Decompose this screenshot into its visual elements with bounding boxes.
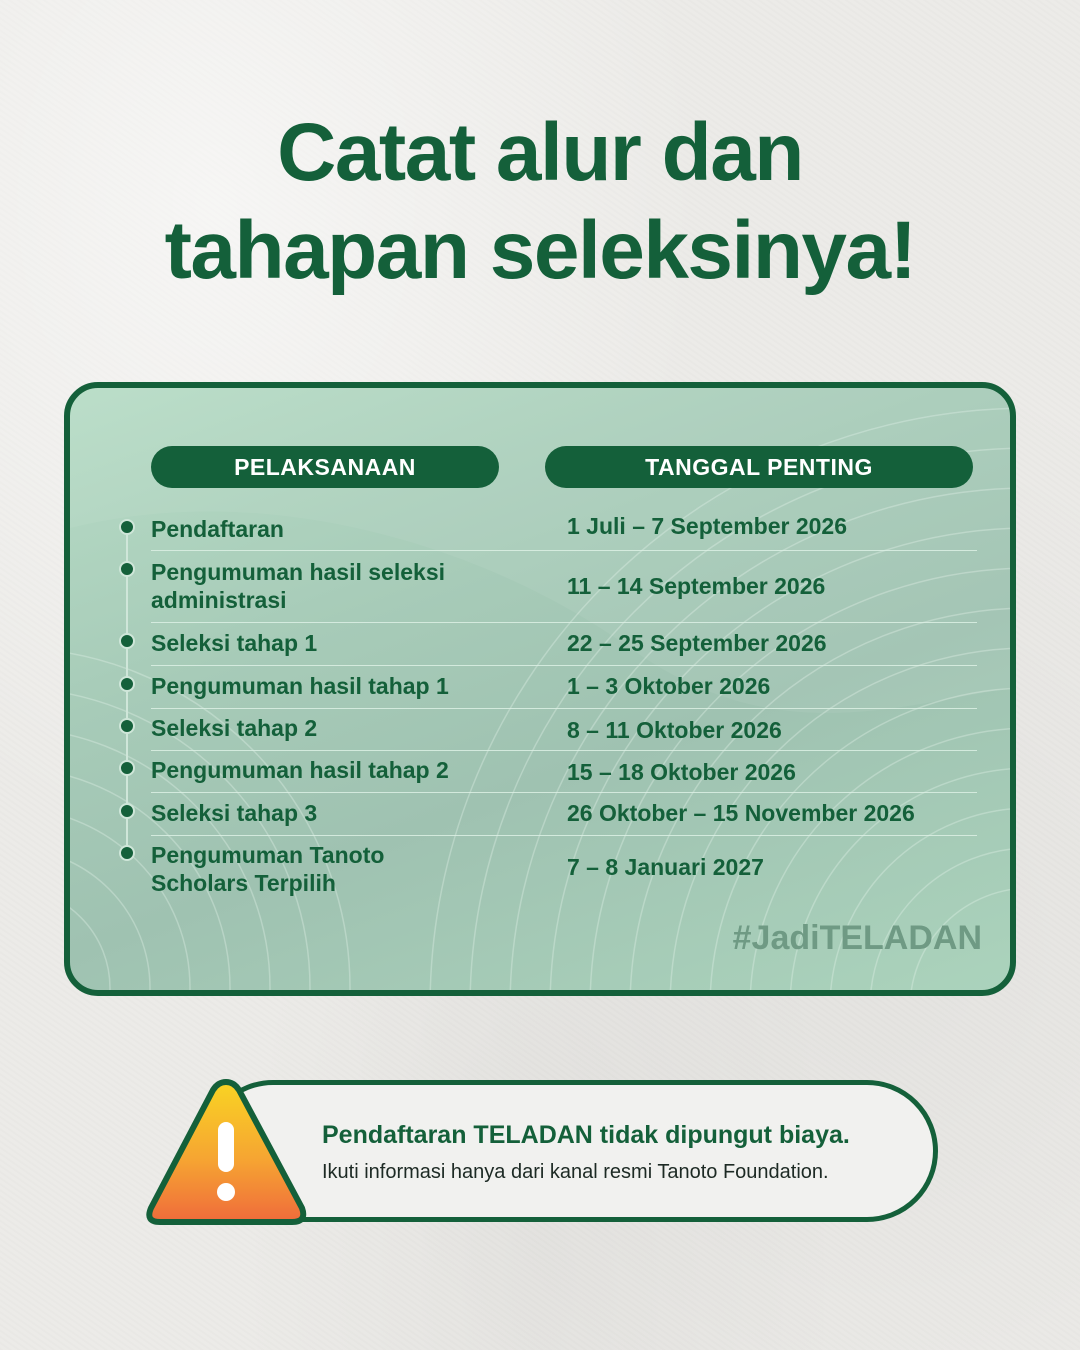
timeline-dot [119, 760, 135, 776]
warning-icon [144, 1076, 308, 1228]
header-pelaksanaan: PELAKSANAAN [151, 446, 499, 488]
row-date: 22 – 25 September 2026 [567, 630, 827, 656]
row-label: Pengumuman Tanoto Scholars Terpilih [151, 842, 385, 896]
row-date: 26 Oktober – 15 November 2026 [567, 800, 915, 826]
row-label: Pendaftaran [151, 516, 284, 542]
row-divider [151, 750, 977, 751]
notice-title: Pendaftaran TELADAN tidak dipungut biaya. [322, 1121, 850, 1149]
row-divider [151, 622, 977, 623]
row-date: 15 – 18 Oktober 2026 [567, 759, 796, 785]
title-line-1: Catat alur dan [277, 107, 803, 198]
row-date: 11 – 14 September 2026 [567, 573, 826, 599]
row-divider [151, 835, 977, 836]
row-label: Seleksi tahap 3 [151, 800, 318, 826]
row-date: 8 – 11 Oktober 2026 [567, 717, 782, 743]
notice-subtitle: Ikuti informasi hanya dari kanal resmi Tanoto Foundation. [322, 1161, 829, 1183]
timeline-dot [119, 633, 135, 649]
timeline-dot [119, 676, 135, 692]
hashtag: #JadiTELADAN [732, 919, 982, 957]
row-divider [151, 792, 977, 793]
row-date: 7 – 8 Januari 2027 [567, 854, 764, 880]
title-line-2: tahapan seleksinya! [164, 205, 916, 296]
timeline-dot [119, 519, 135, 535]
timeline-dot [119, 561, 135, 577]
header-tanggal-penting: TANGGAL PENTING [545, 446, 973, 488]
row-label: Pengumuman hasil seleksi administrasi [151, 559, 446, 613]
row-label: Seleksi tahap 2 [151, 715, 318, 741]
row-divider [151, 708, 977, 709]
timeline-dot [119, 803, 135, 819]
row-divider [151, 550, 977, 551]
row-label: Seleksi tahap 1 [151, 630, 318, 656]
timeline-dot [119, 845, 135, 861]
schedule-card [64, 382, 1016, 996]
page-title [0, 104, 1080, 300]
row-divider [151, 665, 977, 666]
timeline-dot [119, 718, 135, 734]
row-date: 1 Juli – 7 September 2026 [567, 513, 847, 539]
row-label: Pengumuman hasil tahap 1 [151, 673, 449, 699]
row-label: Pengumuman hasil tahap 2 [151, 757, 449, 783]
notice-banner [202, 1080, 938, 1222]
row-date: 1 – 3 Oktober 2026 [567, 673, 771, 699]
